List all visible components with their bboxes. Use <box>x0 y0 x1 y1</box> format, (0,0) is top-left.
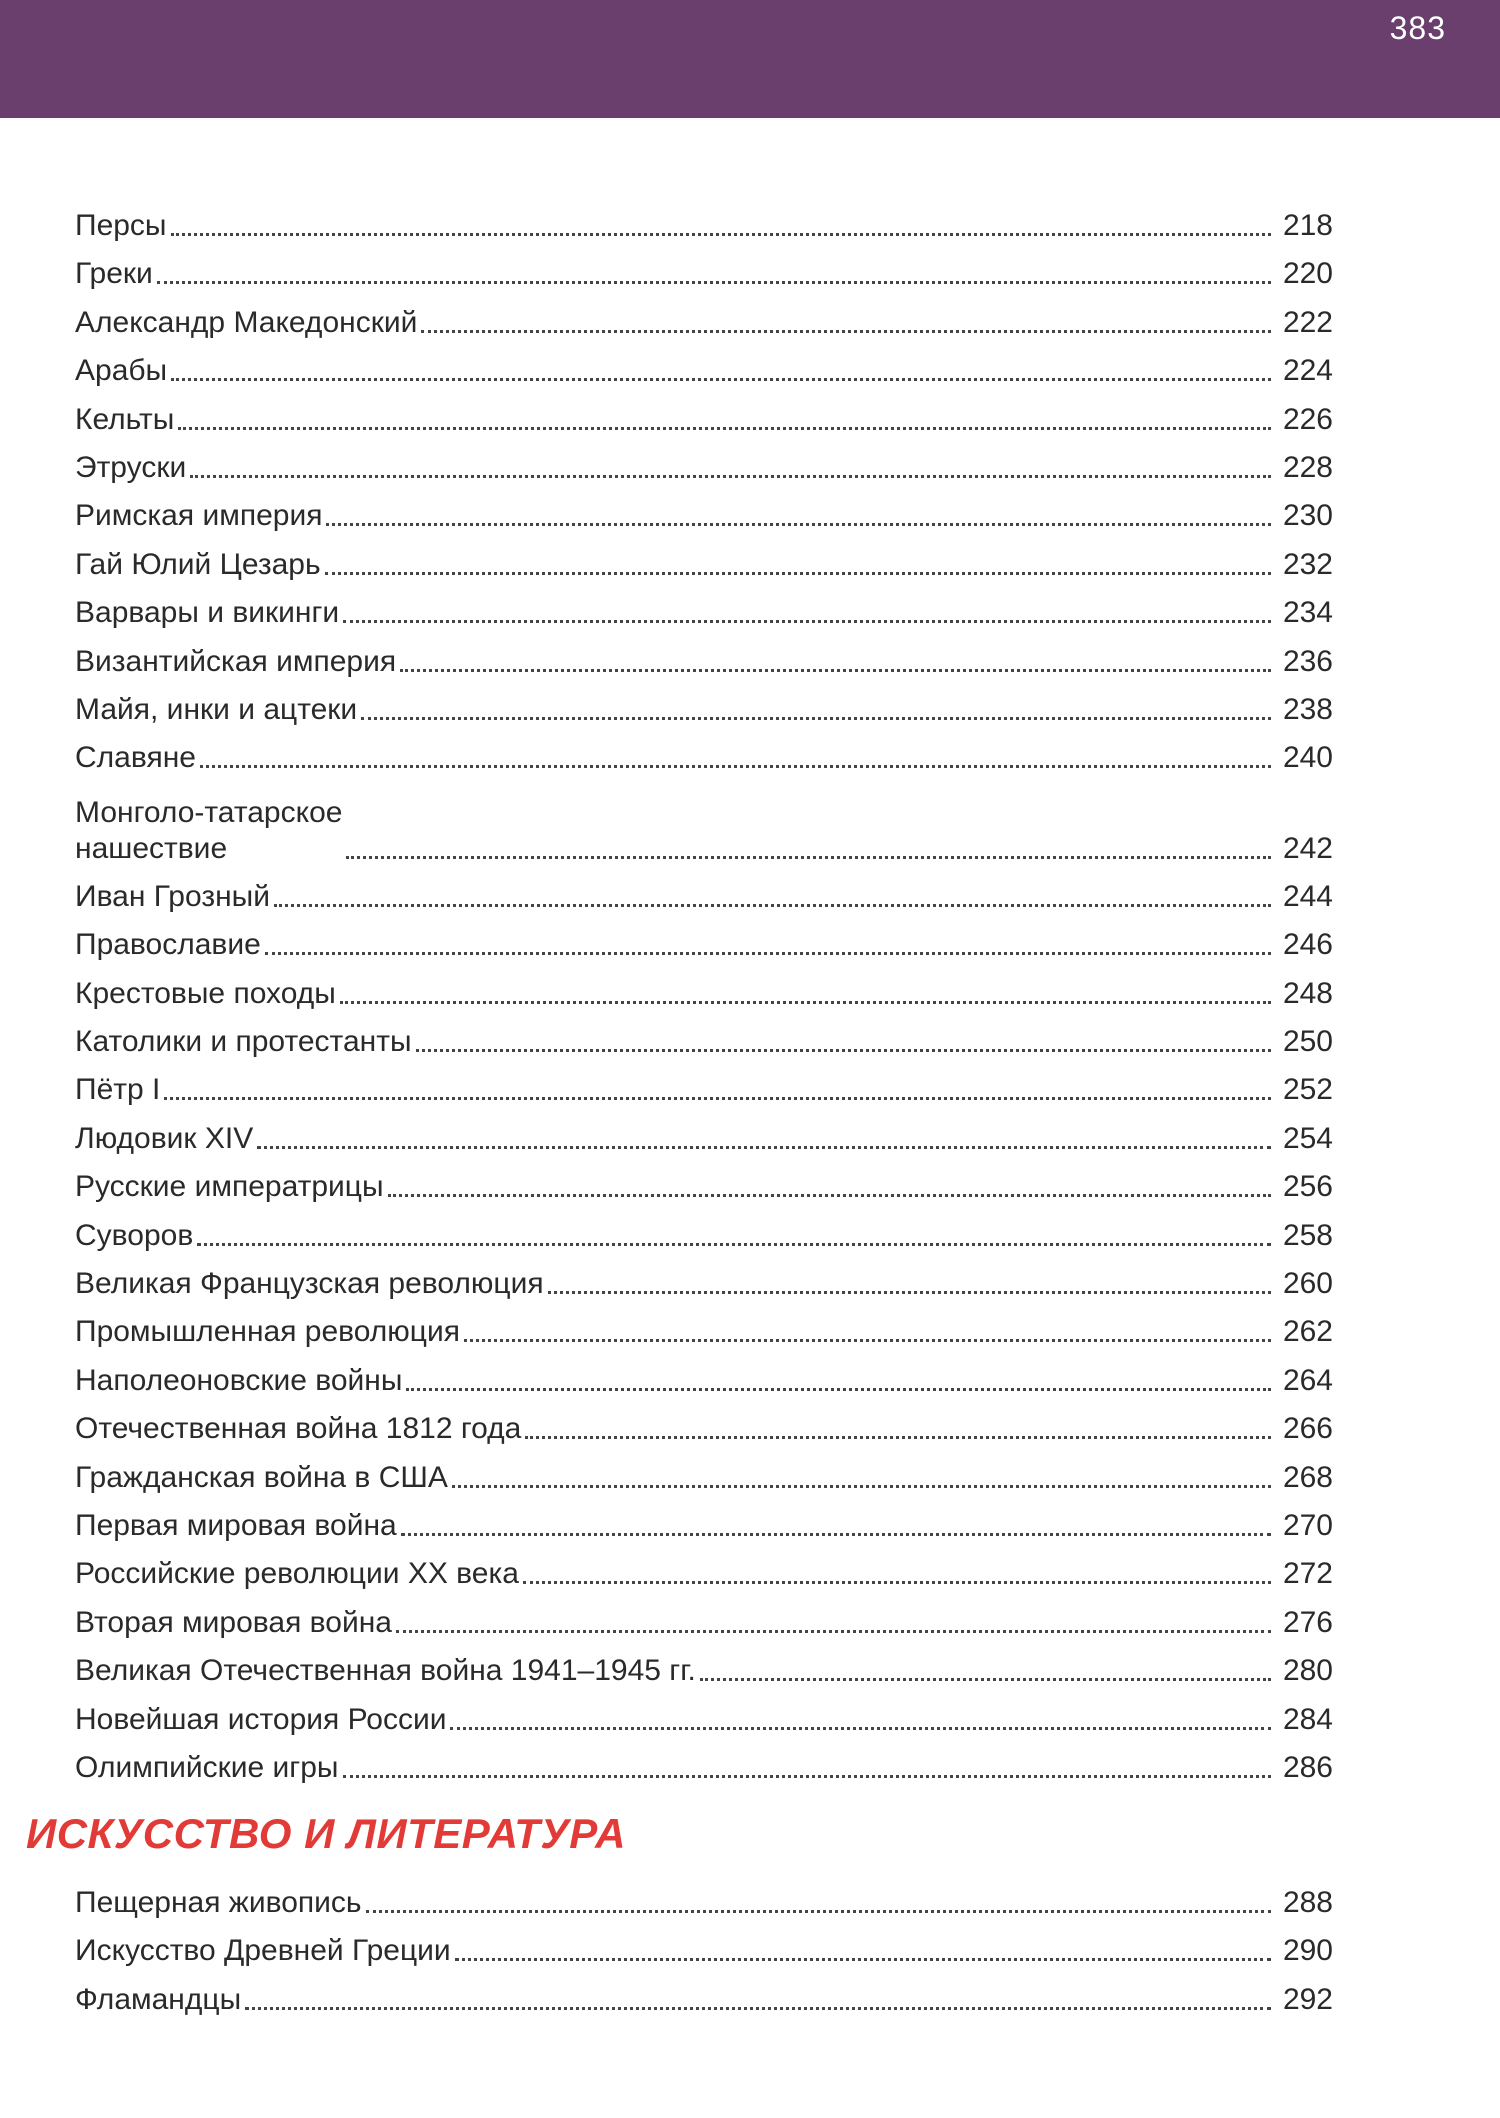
toc-entry[interactable] <box>75 1970 1333 2018</box>
toc-entry[interactable] <box>75 728 1333 776</box>
section-heading: ИСКУССТВО И ЛИТЕРАТУРА <box>26 1810 627 1857</box>
toc-entry[interactable] <box>75 486 1333 534</box>
toc-entry-title: Монголо-татарское нашествие <box>75 795 343 865</box>
toc-entry-title: Людовик XIV <box>75 1121 254 1155</box>
toc-entry-title: Первая мировая война <box>75 1509 397 1542</box>
toc-entry[interactable] <box>75 1254 1333 1302</box>
toc-entry-title: Отечественная война 1812 года <box>75 1412 522 1446</box>
toc-entry-page: 236 <box>1282 644 1333 678</box>
dot-leader <box>452 1485 1271 1488</box>
toc-entry-title: Суворов <box>75 1218 194 1252</box>
toc-entry-page: 272 <box>1282 1557 1333 1591</box>
dot-leader <box>401 1533 1271 1536</box>
dot-leader <box>346 856 1271 859</box>
toc-entry[interactable] <box>75 1690 1333 1738</box>
toc-entry-page: 228 <box>1282 451 1333 484</box>
toc-entry[interactable] <box>75 1641 1333 1689</box>
toc-entry-title: Кельты <box>75 402 175 436</box>
toc-entry[interactable] <box>75 867 1333 915</box>
dot-leader <box>340 1001 1271 1004</box>
toc-entry[interactable] <box>75 1399 1333 1447</box>
dot-leader <box>388 1194 1271 1197</box>
toc-entry-page: 224 <box>1282 354 1333 388</box>
toc-entry[interactable] <box>75 535 1333 583</box>
dot-leader <box>525 1436 1271 1439</box>
toc-entry-title: Промышленная революция <box>75 1315 460 1349</box>
dot-leader <box>361 717 1271 720</box>
toc-entry-title: Новейшая история России <box>75 1702 447 1736</box>
dot-leader <box>548 1291 1271 1294</box>
toc-entry[interactable] <box>75 196 1333 244</box>
toc-entry-title: Католики и протестанты <box>75 1025 412 1058</box>
dot-leader <box>245 2007 1271 2010</box>
toc-entry-page: 222 <box>1282 305 1333 339</box>
toc-entry-page: 270 <box>1282 1509 1333 1542</box>
dot-leader <box>450 1727 1271 1730</box>
toc-entry[interactable] <box>75 1873 1333 1921</box>
dot-leader <box>396 1630 1271 1633</box>
toc-entry-page: 262 <box>1282 1315 1333 1349</box>
toc-entry-page: 220 <box>1282 257 1333 291</box>
toc-entry[interactable] <box>75 1351 1333 1399</box>
toc-entry[interactable] <box>75 1060 1333 1108</box>
toc-entry-page: 250 <box>1282 1025 1333 1058</box>
toc-entry[interactable] <box>75 293 1333 341</box>
toc-entry[interactable] <box>75 390 1333 438</box>
toc-entry-page: 230 <box>1282 499 1333 533</box>
toc-entry-title: Пещерная живопись <box>75 1886 362 1919</box>
toc-entry-title: Фламандцы <box>75 1982 242 2016</box>
toc-entry-title: Гражданская война в США <box>75 1460 448 1494</box>
toc-entry-page: 288 <box>1282 1886 1333 1919</box>
toc-entry-page: 246 <box>1282 928 1333 962</box>
dot-leader <box>200 765 1271 768</box>
toc-entry-page: 240 <box>1282 741 1333 775</box>
toc-entry[interactable] <box>75 1012 1333 1060</box>
dot-leader <box>523 1581 1271 1584</box>
dot-leader <box>274 904 1271 907</box>
toc-entry-page: 234 <box>1282 596 1333 630</box>
header-band <box>0 0 1500 118</box>
toc-entry-page: 276 <box>1282 1605 1333 1639</box>
toc-entry-page: 242 <box>1282 831 1333 865</box>
toc-entry-page: 268 <box>1282 1460 1333 1494</box>
dot-leader <box>700 1678 1271 1681</box>
dot-leader <box>265 952 1271 955</box>
toc-entry-page: 284 <box>1282 1702 1333 1736</box>
dot-leader <box>366 1910 1271 1913</box>
dot-leader <box>197 1243 1271 1246</box>
toc-entry[interactable] <box>75 244 1333 292</box>
toc-entry[interactable] <box>75 1206 1333 1254</box>
toc-entry-title: Олимпийские игры <box>75 1751 339 1784</box>
toc-entry-title: Искусство Древней Греции <box>75 1934 451 1968</box>
toc-entry-title: Наполеоновские войны <box>75 1363 403 1397</box>
dot-leader <box>171 233 1272 236</box>
toc-entry-title: Православие <box>75 928 261 962</box>
toc-entry-page: 226 <box>1282 402 1333 436</box>
dot-leader <box>171 378 1271 381</box>
toc-entry[interactable] <box>75 1448 1333 1496</box>
toc-entry-page: 232 <box>1282 547 1333 581</box>
toc-entry-page: 258 <box>1282 1218 1333 1252</box>
toc-entry-page: 290 <box>1282 1934 1333 1968</box>
toc-entry-page: 264 <box>1282 1363 1333 1397</box>
toc-entry[interactable] <box>75 341 1333 389</box>
toc-entry-title: Иван Грозный <box>75 879 270 913</box>
toc-entry[interactable] <box>75 583 1333 631</box>
toc-entry[interactable] <box>75 1544 1333 1592</box>
toc-entry-page: 260 <box>1282 1267 1333 1300</box>
toc-entry-title: Вторая мировая война <box>75 1605 392 1639</box>
dot-leader <box>325 572 1271 575</box>
toc-entry[interactable] <box>75 438 1333 486</box>
dot-leader <box>190 475 1271 478</box>
toc-entry-title: Славяне <box>75 741 196 775</box>
toc-entry[interactable] <box>75 632 1333 680</box>
toc-entry[interactable] <box>75 1921 1333 1969</box>
toc-entry-page: 286 <box>1282 1751 1333 1784</box>
toc-entry-title: Римская империя <box>75 499 323 533</box>
toc-entry-title: Великая Французская революция <box>75 1267 544 1300</box>
toc-entry-title: Греки <box>75 257 153 291</box>
toc-entry-title: Персы <box>75 209 167 242</box>
toc-entry-page: 256 <box>1282 1170 1333 1204</box>
dot-leader <box>164 1097 1271 1100</box>
toc-entry-page: 248 <box>1282 976 1333 1010</box>
page-number: 383 <box>1389 10 1446 46</box>
dot-leader <box>406 1388 1271 1391</box>
toc-entry-title: Крестовые походы <box>75 976 336 1010</box>
dot-leader <box>416 1049 1271 1052</box>
toc-entry-title: Этруски <box>75 451 187 484</box>
toc-entry-page: 254 <box>1282 1121 1333 1155</box>
toc-entry-page: 280 <box>1282 1654 1333 1688</box>
toc-entry-page: 266 <box>1282 1412 1333 1446</box>
toc-entry-title: Российские революции XX века <box>75 1557 519 1591</box>
dot-leader <box>326 523 1271 526</box>
toc-entry[interactable] <box>75 964 1333 1012</box>
toc-entry-title: Великая Отечественная война 1941–1945 гг. <box>75 1654 696 1688</box>
toc-entry-page: 218 <box>1282 209 1333 242</box>
dot-leader <box>257 1146 1271 1149</box>
toc-entry[interactable] <box>75 1157 1333 1205</box>
dot-leader <box>464 1339 1271 1342</box>
toc-entry-title: Гай Юлий Цезарь <box>75 547 321 581</box>
toc-entry-title: Майя, инки и ацтеки <box>75 693 358 726</box>
toc-entry-title: Арабы <box>75 354 168 388</box>
toc-entry[interactable] <box>75 1109 1333 1157</box>
toc-entry[interactable] <box>75 1496 1333 1544</box>
toc-entry-page: 244 <box>1282 879 1333 913</box>
toc-entry-title: Варвары и викинги <box>75 596 340 630</box>
dot-leader <box>157 281 1271 284</box>
dot-leader <box>421 330 1271 333</box>
toc-entry-title: Пётр I <box>75 1073 161 1107</box>
dot-leader <box>343 620 1271 623</box>
toc-entry-title: Русские императрицы <box>75 1170 384 1204</box>
dot-leader <box>343 1775 1272 1778</box>
toc-entry[interactable] <box>75 1738 1333 1786</box>
toc-entry-page: 238 <box>1282 693 1333 726</box>
dot-leader <box>400 669 1271 672</box>
toc-entry[interactable] <box>75 777 1333 867</box>
dot-leader <box>455 1958 1271 1961</box>
toc-entry-page: 252 <box>1282 1073 1333 1107</box>
toc-entry[interactable] <box>75 1302 1333 1350</box>
toc-entry[interactable] <box>75 680 1333 728</box>
toc-entry-page: 292 <box>1282 1982 1333 2016</box>
toc-entry-title: Византийская империя <box>75 644 397 678</box>
toc-entry[interactable] <box>75 915 1333 963</box>
dot-leader <box>178 427 1271 430</box>
toc-entry[interactable] <box>75 1593 1333 1641</box>
toc-entry-title: Александр Македонский <box>75 305 418 339</box>
